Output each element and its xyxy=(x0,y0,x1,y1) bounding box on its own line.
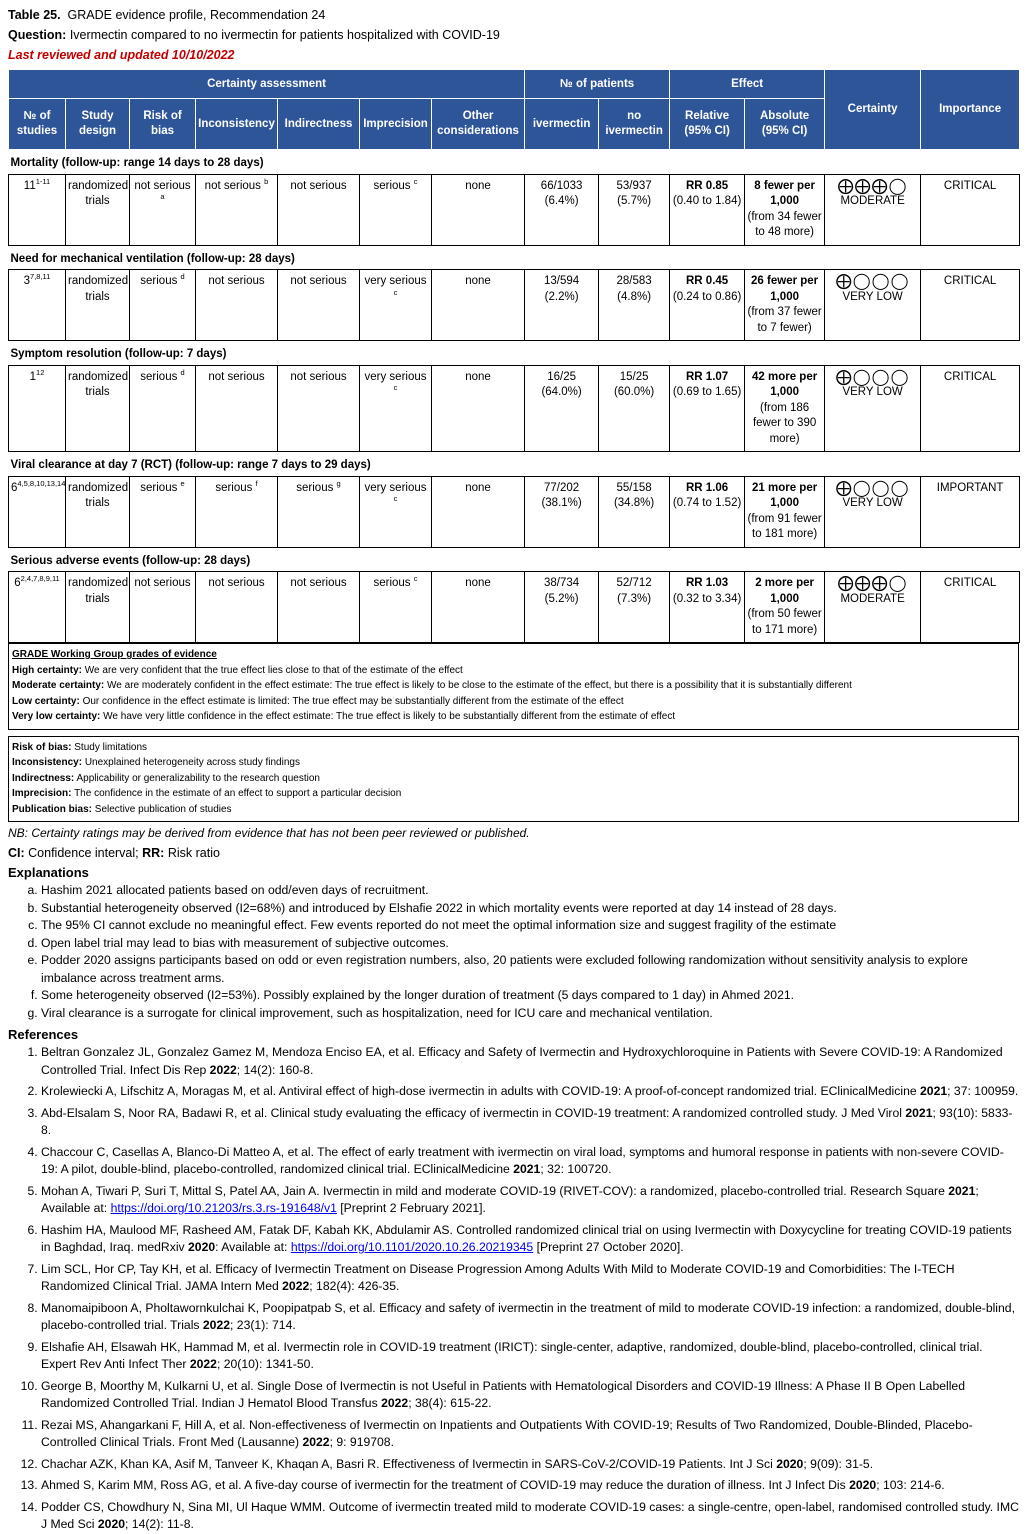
reference-citation: ; 9(09): 31-5. xyxy=(803,1456,874,1471)
indirectness-value: not serious xyxy=(290,577,347,589)
risk-of-bias-cell xyxy=(130,270,196,341)
indirectness-cell xyxy=(278,572,360,643)
references-heading: References xyxy=(8,1027,79,1042)
evidence-table xyxy=(8,69,1020,643)
domain-definition xyxy=(12,786,1015,802)
num-studies: 1 xyxy=(29,370,37,383)
grade-text: We are very confident that the true effect lies close to that of the estimate of the effect xyxy=(84,664,463,676)
grade-term: Moderate certainty: xyxy=(12,680,105,691)
other-considerations-cell: none xyxy=(432,365,525,452)
definition-text: Selective publication of studies xyxy=(94,803,232,815)
reference-note: [Preprint 2 February 2021]. xyxy=(336,1201,486,1215)
risk-of-bias-cell xyxy=(130,365,196,452)
inconsistency-cell xyxy=(196,270,278,341)
reference-year: 2020 xyxy=(849,1478,877,1492)
num-studies-cell xyxy=(9,365,66,452)
explanation-item: g. Viral clearance is a surrogate for clinical improvement, such as hospitalization, need for ICU care and mechanical ventilation. xyxy=(41,1005,1019,1023)
reference-citation: ; 38(4): 615-22. xyxy=(408,1396,492,1410)
outcome-title: Serious adverse events (follow-up: 28 days) xyxy=(10,554,251,567)
study-design-cell: randomized trials xyxy=(66,270,130,341)
header-imprecision: Imprecision xyxy=(360,99,432,150)
reference-year: 2021 xyxy=(920,1084,948,1098)
outcome-data-row xyxy=(9,365,1020,452)
absolute-estimate: 8 fewer per 1,000 xyxy=(754,179,815,207)
num-studies: 6 xyxy=(11,481,18,494)
importance-cell: CRITICAL xyxy=(921,270,1020,341)
outcome-data-row xyxy=(9,270,1020,341)
ivermectin-cell xyxy=(525,270,599,341)
reference-item xyxy=(41,1083,1019,1101)
imprecision-cell xyxy=(360,270,432,341)
definition-term: Risk of bias: xyxy=(12,741,72,753)
percent: (7.3%) xyxy=(617,592,652,605)
certainty-label: VERY LOW xyxy=(842,290,903,303)
footnote-marker: c xyxy=(393,494,398,504)
relative-ci: (0.32 to 3.34) xyxy=(672,592,742,605)
definition-term: Imprecision: xyxy=(12,788,72,799)
domain-definition xyxy=(12,740,1015,756)
definition-text: The confidence in the estimate of an effect to support a particular decision xyxy=(74,788,402,799)
header-relative: Relative (95% CI) xyxy=(670,99,745,150)
events: 15/25 xyxy=(619,370,649,383)
imprecision-value: serious xyxy=(373,179,411,192)
reference-year: 2022 xyxy=(189,1357,217,1371)
imprecision-value: very serious xyxy=(364,275,427,287)
num-studies: 11 xyxy=(23,179,36,192)
reference-item xyxy=(41,1044,1019,1079)
reference-citation: ; 14(2): 160-8. xyxy=(236,1062,314,1077)
certainty-symbols: ⨁◯◯◯ xyxy=(835,368,910,386)
importance-cell: CRITICAL xyxy=(921,365,1020,452)
footnote-marker: c xyxy=(413,574,418,584)
percent: (5.2%) xyxy=(544,592,579,605)
relative-estimate: RR 0.45 xyxy=(686,275,729,287)
grade-definition xyxy=(12,678,1015,694)
reference-year: 2022 xyxy=(381,1396,409,1410)
relative-effect-cell xyxy=(670,270,745,341)
abbreviations: CI: Confidence interval; RR: Risk ratio xyxy=(8,846,220,860)
footnote-marker: a xyxy=(160,192,165,202)
nb-note: NB: Certainty ratings may be derived from evidence that has not been peer reviewed or published. xyxy=(8,826,530,840)
relative-effect-cell xyxy=(670,572,745,643)
num-studies-cell xyxy=(9,270,66,341)
footnote-marker: c xyxy=(413,176,418,186)
grade-text: We are moderately confident in the effect estimate: The true effect is likely to be close to the estimate of the effect, but there is a possibility that it is substantially different xyxy=(107,680,852,691)
indirectness-cell xyxy=(278,476,360,547)
absolute-estimate: 21 more per 1,000 xyxy=(752,481,818,509)
reference-note: [Preprint 27 October 2020]. xyxy=(533,1240,684,1254)
other-considerations-cell: none xyxy=(432,270,525,341)
certainty-label: VERY LOW xyxy=(842,497,903,509)
reference-text: Lim SCL, Hor CP, Tay KH, et al. Efficacy of Ivermectin Treatment on Disease Progression Among Adults With Mild to Moderate COVID-19 and Comorbidities: The I-TECH Randomized Clinical Trial. JAMA Intern Med xyxy=(41,1261,955,1293)
events: 77/202 xyxy=(544,481,580,494)
relative-effect-cell xyxy=(670,476,745,547)
inconsistency-cell xyxy=(196,365,278,452)
certainty-symbols: ⨁◯◯◯ xyxy=(835,479,910,497)
inconsistency-value: not serious xyxy=(208,370,265,383)
reference-item xyxy=(41,1105,1019,1140)
inconsistency-value: not serious xyxy=(208,275,265,287)
outcome-section-row xyxy=(9,452,1020,477)
ivermectin-cell xyxy=(525,572,599,643)
grade-text: We have very little confidence in the effect estimate: The true effect is likely to be substantially different from the estimate of effect xyxy=(103,711,676,722)
importance-cell: CRITICAL xyxy=(921,572,1020,643)
reference-citation: ; 182(4): 426-35. xyxy=(309,1279,400,1293)
reference-text: Hashim HA, Maulood MF, Rasheed AM, Fatak DF, Kabah KK, Abdulamir AS. Controlled randomized clinical trial on using Ivermectin with Doxycycline for treating COVID-19 patients in Baghdad, Iraq. medRxiv xyxy=(41,1222,1012,1254)
absolute-effect-cell xyxy=(745,476,825,547)
reference-text: Elshafie AH, Elsawah HK, Hammad M, et al. Ivermectin role in COVID-19 treatment (IRICT): single-center, adaptive, randomized, double-blind, placebo-controlled, clinical trial. Expert Rev Anti Infect Ther xyxy=(41,1339,983,1371)
percent: (2.2%) xyxy=(544,290,579,303)
reference-text: Podder CS, Chowdhury N, Sina MI, Ul Haque WMM. Outcome of ivermectin treated mild to moderate COVID-19 cases: a single-centre, open-label, randomised controlled study. IMC J Med Sci xyxy=(41,1499,1019,1531)
num-studies: 6 xyxy=(14,577,21,589)
references-list xyxy=(8,1044,1019,1534)
study-design-cell: randomized trials xyxy=(66,174,130,245)
relative-estimate: RR 0.85 xyxy=(686,179,729,192)
header-num-studies: № of studies xyxy=(9,99,66,150)
inconsistency-value: not serious xyxy=(204,179,261,192)
reference-year: 2022 xyxy=(209,1062,237,1077)
grade-box-title: GRADE Working Group grades of evidence xyxy=(12,649,217,660)
reference-year: 2021 xyxy=(948,1183,976,1198)
risk-of-bias-value: serious xyxy=(140,370,178,383)
risk-of-bias-value: serious xyxy=(140,275,178,287)
reference-item xyxy=(41,1417,1019,1452)
explanations-heading: Explanations xyxy=(8,865,89,880)
inconsistency-cell xyxy=(196,572,278,643)
reference-link[interactable]: https://doi.org/10.21203/rs.3.rs-191648/v1 xyxy=(110,1201,337,1215)
no-ivermectin-cell xyxy=(599,476,670,547)
absolute-effect-cell xyxy=(745,365,825,452)
reference-item xyxy=(41,1339,1019,1374)
group-header-row xyxy=(9,70,1020,99)
events: 13/594 xyxy=(544,275,580,287)
no-ivermectin-cell xyxy=(599,270,670,341)
reference-year: 2021 xyxy=(905,1105,933,1120)
reference-text: Mohan A, Tiwari P, Suri T, Mittal S, Patel AA, Jain A. Ivermectin in mild and moderate COVID-19 (RIVET-COV): a randomized, placebo-controlled trial. Research Square xyxy=(41,1183,949,1198)
reference-citation: ; 37: 100959. xyxy=(947,1084,1019,1098)
domain-definition xyxy=(12,755,1015,771)
footnote-marker: d xyxy=(180,272,185,282)
footnote-marker: f xyxy=(255,478,258,488)
grade-definition xyxy=(12,694,1015,710)
reference-item xyxy=(41,1183,1019,1218)
imprecision-value: serious xyxy=(373,577,411,589)
risk-of-bias-value: not serious xyxy=(134,577,191,589)
reference-text: Ahmed S, Karim MM, Ross AG, et al. A five-day course of ivermectin for the treatment of COVID-19 may reduce the duration of illness. Int J Infect Dis xyxy=(41,1478,850,1492)
num-studies-cell xyxy=(9,174,66,245)
grade-grades-box xyxy=(8,643,1019,730)
reference-citation: ; 93(10): 5833-8. xyxy=(41,1105,1013,1137)
imprecision-cell xyxy=(360,572,432,643)
imprecision-cell xyxy=(360,365,432,452)
absolute-effect-cell xyxy=(745,572,825,643)
definitions-box xyxy=(8,736,1019,823)
outcome-data-row xyxy=(9,572,1020,643)
absolute-estimate: 42 more per 1,000 xyxy=(752,370,818,398)
certainty-cell xyxy=(825,572,921,643)
outcome-title: Viral clearance at day 7 (RCT) (follow-up: range 7 days to 29 days) xyxy=(10,459,371,471)
reference-citation: ; Available at: xyxy=(41,1183,979,1215)
grade-text: Our confidence in the effect estimate is limited: The true effect may be substantially different from the estimate of the effect xyxy=(82,695,624,707)
relative-ci: (0.69 to 1.65) xyxy=(672,386,742,398)
footnote-marker: d xyxy=(180,367,185,377)
absolute-estimate: 2 more per 1,000 xyxy=(755,577,814,605)
footnote-marker: b xyxy=(264,176,269,186)
reference-year: 2022 xyxy=(302,1435,330,1449)
inconsistency-value: not serious xyxy=(208,577,265,589)
domain-definition xyxy=(12,802,1015,818)
risk-of-bias-value: not serious xyxy=(134,179,191,192)
reference-year: 2020 xyxy=(97,1517,126,1531)
inconsistency-cell xyxy=(196,476,278,547)
header-indirectness: Indirectness xyxy=(278,99,360,150)
header-study-design: Study design xyxy=(66,99,130,150)
certainty-symbols: ⨁⨁⨁◯ xyxy=(837,177,908,195)
reference-item xyxy=(41,1456,1019,1474)
header-importance: Importance xyxy=(921,70,1020,150)
risk-of-bias-cell xyxy=(130,174,196,245)
percent: (34.8%) xyxy=(613,497,655,509)
indirectness-value: not serious xyxy=(290,275,347,287)
reference-citation: ; 20(10): 1341-50. xyxy=(216,1357,314,1371)
inconsistency-cell xyxy=(196,174,278,245)
reference-text: Manomaipiboon A, Pholtawornkulchai K, Poopipatpab S, et al. Efficacy and safety of ivermectin in the treatment of mild to moderate COVID-19 infection: a randomized, double-blind, placebo-controlled trial. Trials xyxy=(41,1300,1015,1332)
certainty-symbols: ⨁◯◯◯ xyxy=(835,273,910,290)
studies-refs: 7,8,11 xyxy=(30,272,51,282)
absolute-ci: (from 91 fewer to 181 more) xyxy=(747,512,822,540)
certainty-cell xyxy=(825,174,921,245)
num-studies-cell xyxy=(9,476,66,547)
absolute-ci: (from 34 fewer to 48 more) xyxy=(747,210,822,238)
imprecision-value: very serious xyxy=(364,370,427,383)
absolute-effect-cell xyxy=(745,270,825,341)
indirectness-cell xyxy=(278,270,360,341)
table-title: Table 25. GRADE evidence profile, Recommendation 24 xyxy=(8,8,326,22)
percent: (5.7%) xyxy=(617,195,652,207)
reference-text: George B, Moorthy M, Kulkarni U, et al. Single Dose of Ivermectin is not Useful in Patients with Hematological Disorders and COVID-19 Illness: A Phase II B Open Labelled Randomized Controlled Trial. Indian J Hematol Blood Transfus xyxy=(41,1378,965,1410)
events: 52/712 xyxy=(616,577,652,589)
absolute-ci: (from 37 fewer to 7 fewer) xyxy=(747,306,822,334)
events: 16/25 xyxy=(547,370,576,383)
events: 55/158 xyxy=(616,481,652,494)
header-ivermectin: ivermectin xyxy=(525,99,599,150)
grade-definition xyxy=(12,663,1015,679)
reference-item xyxy=(41,1261,1019,1296)
explanation-item: f. Some heterogeneity observed (I2=53%). Possibly explained by the longer duration of treatment (5 days compared to 1 day) in Ahmed 2021. xyxy=(41,987,1019,1005)
reference-citation: ; 14(2): 11-8. xyxy=(125,1517,194,1531)
absolute-estimate: 26 fewer per 1,000 xyxy=(751,275,819,303)
study-design-cell: randomized trials xyxy=(66,476,130,547)
question-line: Question: Ivermectin compared to no ivermectin for patients hospitalized with COVID-19 xyxy=(8,28,500,42)
reference-text: Krolewiecki A, Lifschitz A, Moragas M, et al. Antiviral effect of high-dose ivermectin in adults with COVID-19: A proof-of-concept randomized trial. EClinicalMedicine xyxy=(41,1084,921,1098)
relative-estimate: RR 1.03 xyxy=(686,577,729,589)
percent: (64.0%) xyxy=(541,386,582,398)
header-inconsistency: Inconsistency xyxy=(196,99,278,150)
group-num-patients: № of patients xyxy=(525,70,670,99)
reference-citation: ; 9: 919708. xyxy=(329,1435,394,1449)
outcome-section-row xyxy=(9,245,1020,270)
certainty-label: MODERATE xyxy=(840,195,905,207)
reference-item xyxy=(41,1144,1019,1179)
outcome-title: Need for mechanical ventilation (follow-up: 28 days) xyxy=(10,252,295,265)
reference-citation: ; 103: 214-6. xyxy=(876,1478,945,1492)
num-studies-cell xyxy=(9,572,66,643)
importance-cell: IMPORTANT xyxy=(921,476,1020,547)
relative-effect-cell xyxy=(670,174,745,245)
indirectness-value: not serious xyxy=(290,370,347,383)
reference-year: 2022 xyxy=(202,1318,231,1332)
imprecision-value: very serious xyxy=(364,481,427,494)
studies-refs: 1-11 xyxy=(35,176,51,186)
definition-term: Publication bias: xyxy=(12,803,93,815)
relative-estimate: RR 1.06 xyxy=(686,481,729,494)
risk-of-bias-value: serious xyxy=(140,481,178,494)
footnote-marker: c xyxy=(393,383,398,393)
outcome-section-row xyxy=(9,150,1020,175)
definition-term: Indirectness: xyxy=(12,772,75,784)
reference-text: Beltran Gonzalez JL, Gonzalez Gamez M, Mendoza Enciso EA, et al. Efficacy and Safety of Ivermectin and Hydroxychloroquine in Patients with Severe COVID-19: A Randomized Controlled Trial. Infect Dis Rep xyxy=(41,1045,1003,1077)
relative-estimate: RR 1.07 xyxy=(686,370,729,383)
explanation-item: a. Hashim 2021 allocated patients based on odd/even days of recruitment. xyxy=(41,882,1019,900)
risk-of-bias-cell xyxy=(130,476,196,547)
reference-item xyxy=(41,1300,1019,1335)
reference-text: Rezai MS, Ahangarkani F, Hill A, et al. Non-effectiveness of Ivermectin on Inpatients and Outpatients With COVID-19; Results of Two Randomized, Double-Blinded, Placebo-Controlled Clinical Trials. Front Med (Lausanne) xyxy=(41,1417,973,1449)
events: 38/734 xyxy=(544,577,580,589)
footnote-marker: c xyxy=(393,287,398,297)
relative-effect-cell xyxy=(670,365,745,452)
reference-item xyxy=(41,1477,1019,1495)
absolute-ci: (from 50 fewer to 171 more) xyxy=(747,608,822,636)
imprecision-cell xyxy=(360,476,432,547)
reference-item xyxy=(41,1222,1019,1257)
ivermectin-cell xyxy=(525,476,599,547)
reference-citation: ; 32: 100720. xyxy=(540,1162,612,1176)
certainty-cell xyxy=(825,476,921,547)
grade-term: High certainty: xyxy=(12,664,83,676)
events: 28/583 xyxy=(616,275,652,287)
reference-text: Chachar AZK, Khan KA, Asif M, Tanveer K, Khaqan A, Basri R. Effectiveness of Ivermectin in SARS-CoV-2/COVID-19 Patients. Int J Sci xyxy=(41,1456,777,1471)
grade-definition xyxy=(12,709,1015,725)
reference-year: 2021 xyxy=(513,1162,541,1176)
other-considerations-cell: none xyxy=(432,174,525,245)
reference-text: Abd-Elsalam S, Noor RA, Badawi R, et al. Clinical study evaluating the efficacy of ivermectin in COVID-19 treatment: A randomized controlled study. J Med Virol xyxy=(41,1105,906,1120)
events: 53/937 xyxy=(616,179,652,192)
explanation-item: b. Substantial heterogeneity observed (I2=68%) and introduced by Elshafie 2022 in which mortality events were reported at day 14 instead of 28 days. xyxy=(41,900,1019,918)
domain-definition xyxy=(12,771,1015,787)
studies-refs: 2,4,7,8,9,11 xyxy=(20,574,60,584)
grade-term: Low certainty: xyxy=(12,695,80,707)
definition-text: Study limitations xyxy=(74,741,148,753)
percent: (60.0%) xyxy=(613,386,655,398)
no-ivermectin-cell xyxy=(599,572,670,643)
other-considerations-cell: none xyxy=(432,476,525,547)
footnote-marker: g xyxy=(336,478,341,488)
certainty-cell xyxy=(825,365,921,452)
reference-item xyxy=(41,1378,1019,1413)
reference-citation: ; 23(1): 714. xyxy=(230,1318,296,1332)
reference-year: 2020 xyxy=(188,1240,216,1254)
relative-ci: (0.74 to 1.52) xyxy=(672,497,742,509)
explanation-item: e. Podder 2020 assigns participants based on odd or even registration numbers, also, 20 patients were excluded following randomization without sensitivity analysis to explore imbalance across treatment arms. xyxy=(41,952,1019,987)
indirectness-cell xyxy=(278,174,360,245)
definition-text: Applicability or generalizability to the research question xyxy=(76,772,320,784)
outcome-data-row xyxy=(9,174,1020,245)
ivermectin-cell xyxy=(525,365,599,452)
definition-text: Unexplained heterogeneity across study findings xyxy=(84,757,300,768)
indirectness-cell xyxy=(278,365,360,452)
certainty-label: VERY LOW xyxy=(842,386,903,398)
relative-ci: (0.40 to 1.84) xyxy=(672,195,742,207)
outcome-section-row xyxy=(9,341,1020,366)
explanation-item: d. Open label trial may lead to bias with measurement of subjective outcomes. xyxy=(41,935,1019,953)
header-certainty: Certainty xyxy=(825,70,921,150)
ivermectin-cell xyxy=(525,174,599,245)
reference-citation: : Available at: xyxy=(215,1240,291,1254)
outcome-title: Mortality (follow-up: range 14 days to 28 days) xyxy=(10,157,264,169)
explanations-list xyxy=(8,882,1019,1022)
grade-term: Very low certainty: xyxy=(12,711,101,722)
studies-refs: 12 xyxy=(36,367,45,377)
group-certainty-assessment: Certainty assessment xyxy=(9,70,525,99)
indirectness-value: not serious xyxy=(290,179,347,192)
outcome-section-row xyxy=(9,547,1020,572)
group-effect: Effect xyxy=(670,70,825,99)
absolute-ci: (from 186 fewer to 390 more) xyxy=(752,401,817,445)
reference-text: Chaccour C, Casellas A, Blanco-Di Matteo A, et al. The effect of early treatment with ivermectin on viral load, symptoms and humoral response in patients with non-severe COVID-19: A pilot, double-blind, placebo-controlled, randomized clinical trial. EClinicalMedicine xyxy=(41,1144,1004,1176)
header-risk-of-bias: Risk of bias xyxy=(130,99,196,150)
imprecision-cell xyxy=(360,174,432,245)
events: 66/1033 xyxy=(540,179,583,192)
other-considerations-cell: none xyxy=(432,572,525,643)
percent: (38.1%) xyxy=(541,497,582,509)
footnote-marker: e xyxy=(180,478,185,488)
certainty-symbols: ⨁⨁⨁◯ xyxy=(837,575,908,592)
certainty-cell xyxy=(825,270,921,341)
definition-term: Inconsistency: xyxy=(12,757,83,768)
header-no-ivermectin: no ivermectin xyxy=(599,99,670,150)
indirectness-value: serious xyxy=(296,481,334,494)
explanation-item: c. The 95% CI cannot exclude no meaningful effect. Few events reported do not meet the optimal information size and suggest fragility of the estimate xyxy=(41,917,1019,935)
absolute-effect-cell xyxy=(745,174,825,245)
reference-year: 2020 xyxy=(776,1456,804,1471)
no-ivermectin-cell xyxy=(599,174,670,245)
percent: (6.4%) xyxy=(544,195,579,207)
reference-link[interactable]: https://doi.org/10.1101/2020.10.26.20219345 xyxy=(290,1240,534,1254)
outcome-title: Symptom resolution (follow-up: 7 days) xyxy=(10,348,227,360)
risk-of-bias-cell xyxy=(130,572,196,643)
reference-year: 2022 xyxy=(282,1279,310,1293)
reference-item xyxy=(41,1499,1019,1534)
no-ivermectin-cell xyxy=(599,365,670,452)
outcome-data-row xyxy=(9,476,1020,547)
studies-refs: 4,5,8,10,13,14 xyxy=(17,478,66,488)
header-absolute: Absolute (95% CI) xyxy=(745,99,825,150)
inconsistency-value: serious xyxy=(215,481,253,494)
num-studies: 3 xyxy=(23,275,31,287)
importance-cell: CRITICAL xyxy=(921,174,1020,245)
study-design-cell: randomized trials xyxy=(66,572,130,643)
header-other: Other considerations xyxy=(432,99,525,150)
certainty-label: MODERATE xyxy=(840,592,905,605)
percent: (4.8%) xyxy=(617,290,652,303)
updated-note: Last reviewed and updated 10/10/2022 xyxy=(8,48,235,62)
relative-ci: (0.24 to 0.86) xyxy=(672,290,742,303)
study-design-cell: randomized trials xyxy=(66,365,130,452)
